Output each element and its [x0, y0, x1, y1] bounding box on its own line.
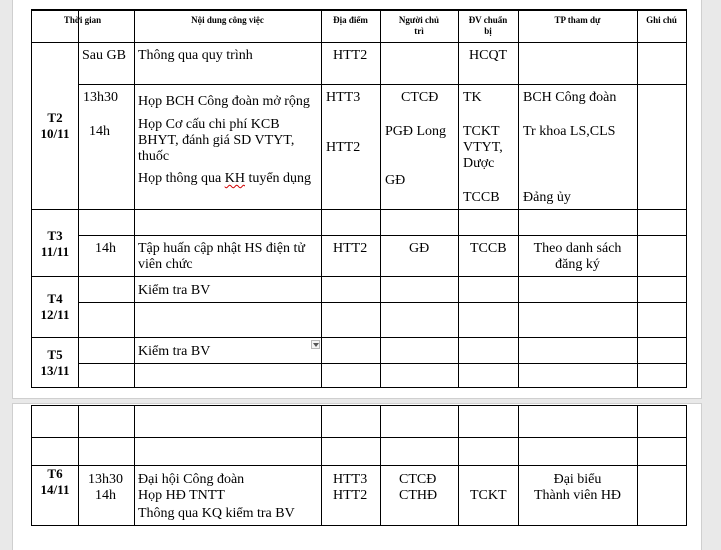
t2-location-2: HTT2: [326, 140, 361, 155]
t2-row1-location: HTT2: [333, 48, 368, 63]
t6-content-2: Họp HĐ TNTT: [138, 488, 225, 503]
day-date: 13/11: [40, 363, 70, 378]
t3-chair: GĐ: [409, 241, 430, 256]
day-date: 14/11: [40, 482, 70, 497]
t6-participants-2: Thành viên HĐ: [533, 488, 622, 503]
t2-row1-content: Thông qua quy trình: [138, 48, 253, 63]
t2-content-3: [138, 171, 311, 187]
t3-time: 14h: [95, 241, 116, 256]
t6-time-2: 14h: [95, 488, 116, 503]
t2-content-2-line1: Họp Cơ cấu chi phí KCB: [138, 117, 280, 132]
header-content: Nội dung công việc: [191, 15, 264, 25]
header-prep: ĐV chuẩn bị: [468, 15, 508, 36]
header-chair: Người chủ trì: [398, 15, 440, 36]
t6-location-2: HTT2: [333, 488, 368, 503]
t2-content-2-line3: thuốc: [138, 149, 170, 164]
t3-prep: TCCB: [470, 241, 507, 256]
t2-participants-3: Đảng ủy: [523, 190, 571, 205]
t6-content-1: Đại hội Công đoàn: [138, 472, 245, 487]
dropdown-arrow-icon[interactable]: [311, 340, 320, 349]
t6-time-1: 13h30: [88, 472, 123, 487]
spellcheck-word: KH: [224, 171, 245, 186]
t2-prep-3: TCCB: [463, 190, 500, 205]
header-note: Ghi chú: [646, 15, 677, 25]
day-label: T2: [47, 110, 63, 125]
day-label: T6: [47, 466, 63, 481]
day-t3: [31, 228, 79, 260]
t6-chair-2: CTHĐ: [399, 488, 438, 503]
t4-content: Kiểm tra BV: [138, 283, 211, 298]
t3-location: HTT2: [333, 241, 368, 256]
t2-prep-2-line2: VTYT,: [463, 140, 503, 155]
t2-content-2-line2: BHYT, đánh giá SD VTYT,: [138, 133, 295, 148]
t2-prep-2-line3: Dược: [463, 156, 495, 171]
content-3-part-a: Họp thông qua: [138, 171, 225, 186]
day-date: 12/11: [40, 307, 70, 322]
t2-participants-2: Tr khoa LS,CLS: [523, 124, 616, 139]
t2-row1-prep: HCQT: [469, 48, 508, 63]
t2-row1-time: Sau GB: [82, 48, 126, 63]
day-date: 10/11: [40, 126, 70, 141]
t6-prep: TCKT: [470, 488, 507, 503]
t6-participants-1: Đại biểu: [553, 472, 602, 487]
t3-content-line1: Tập huấn cập nhật HS điện tử: [138, 241, 305, 256]
day-label: T3: [47, 228, 63, 243]
day-t2: [31, 110, 79, 142]
t2-chair-2: PGĐ Long: [385, 124, 447, 139]
day-t4: [31, 291, 79, 323]
day-date: 11/11: [40, 244, 70, 259]
header-location: Địa điểm: [333, 15, 368, 25]
t2-prep-1: TK: [463, 90, 482, 105]
day-label: T4: [47, 291, 63, 306]
t5-content: Kiểm tra BV: [138, 344, 211, 359]
header-participants: TP tham dự: [554, 15, 601, 25]
t3-content-line2: viên chức: [138, 257, 193, 272]
header-time: Thời gian: [63, 15, 102, 25]
t3-participants-line2: đăng ký: [555, 257, 600, 272]
t3-participants-line1: Theo danh sách: [533, 241, 622, 256]
t2-location-1: HTT3: [326, 90, 361, 105]
t2-prep-2-line1: TCKT: [463, 124, 500, 139]
t2-time-2: 14h: [89, 124, 110, 139]
day-t6: [31, 466, 79, 498]
day-t5: [31, 347, 79, 379]
t2-participants-1: BCH Công đoàn: [523, 90, 617, 105]
t2-time-1: 13h30: [83, 90, 118, 105]
t6-chair-1: CTCĐ: [399, 472, 437, 487]
t2-chair-3: GĐ: [385, 173, 406, 188]
t6-location-1: HTT3: [333, 472, 368, 487]
t2-chair-1: CTCĐ: [401, 90, 439, 105]
day-label: T5: [47, 347, 63, 362]
t2-content-1: Họp BCH Công đoàn mở rộng: [138, 94, 310, 109]
t6-content-3: Thông qua KQ kiểm tra BV: [138, 506, 295, 521]
content-3-part-c: tuyển dụng: [244, 171, 312, 186]
